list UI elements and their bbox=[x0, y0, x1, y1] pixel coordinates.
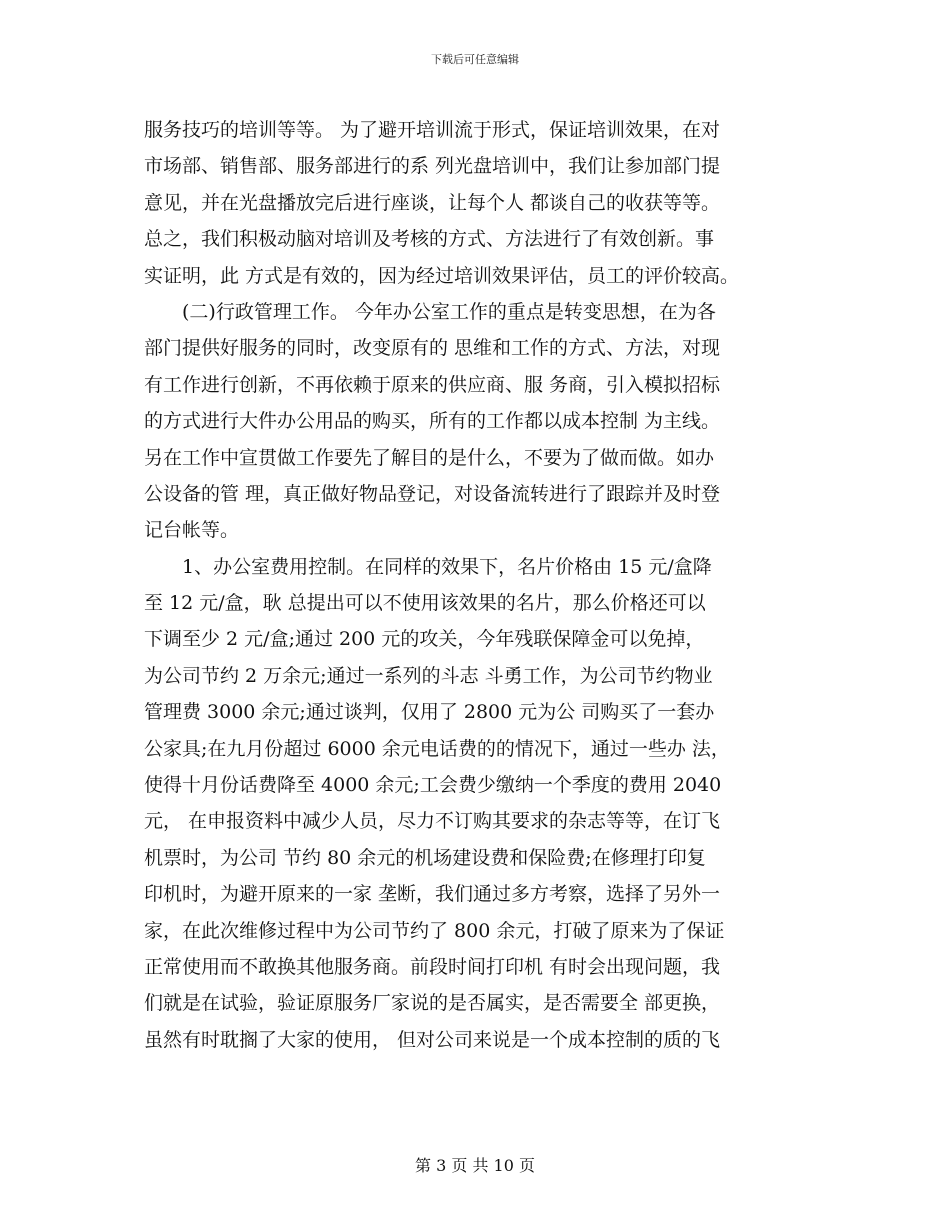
body-line: 管理费 3000 余元;通过谈判，仅用了 2800 元为公 司购买了一套办 bbox=[144, 701, 715, 724]
body-line: (二)行政管理工作。 今年办公室工作的重点是转变思想，在为各 bbox=[144, 300, 716, 323]
body-line: 公家具;在九月份超过 6000 余元电话费的的情况下，通过一些办 法， bbox=[144, 737, 730, 760]
body-line: 使得十月份话费降至 4000 余元;工会费少缴纳一个季度的费用 2040 bbox=[144, 774, 722, 797]
page-number-footer: 第 3 页 共 10 页 bbox=[415, 1156, 535, 1175]
body-line: 元， 在申报资料中减少人员，尽力不订购其要求的杂志等等，在订飞 bbox=[144, 810, 721, 833]
body-line: 虽然有时耽搁了大家的使用， 但对公司来说是一个成本控制的质的飞 bbox=[144, 1028, 721, 1051]
body-line: 部门提供好服务的同时，改变原有的 思维和工作的方式、方法，对现 bbox=[144, 337, 721, 360]
body-line: 们就是在试验，验证原服务厂家说的是否属实，是否需要全 部更换， bbox=[144, 992, 721, 1015]
body-line: 正常使用而不敢换其他服务商。前段时间打印机 有时会出现问题，我 bbox=[144, 955, 721, 978]
body-line: 意见，并在光盘播放完后进行座谈，让每个人 都谈自己的收获等等。 bbox=[144, 191, 721, 214]
body-line: 另在工作中宣贯做工作要先了解目的是什么，不要为了做而做。如办 bbox=[144, 446, 715, 469]
body-line: 服务技巧的培训等等。 为了避开培训流于形式，保证培训效果，在对 bbox=[144, 119, 721, 141]
body-line: 市场部、销售部、服务部进行的系 列光盘培训中，我们让参加部门提 bbox=[144, 155, 721, 178]
body-line: 有工作进行创新，不再依赖于原来的供应商、服 务商，引入模拟招标 bbox=[144, 373, 721, 396]
body-line: 的方式进行大件办公用品的购买，所有的工作都以成本控制 为主线。 bbox=[144, 410, 721, 433]
document-body bbox=[144, 112, 814, 1058]
body-line: 记台帐等。 bbox=[144, 519, 240, 542]
body-line: 为公司节约 2 万余元;通过一系列的斗志 斗勇工作，为公司节约物业 bbox=[144, 664, 713, 687]
body-line: 1、办公室费用控制。在同样的效果下，名片价格由 15 元/盒降 bbox=[144, 555, 712, 578]
body-line: 公设备的管 理，真正做好物品登记，对设备流转进行了跟踪并及时登 bbox=[144, 482, 721, 505]
body-line: 下调至少 2 元/盒;通过 200 元的攻关，今年残联保障金可以免掉， bbox=[144, 628, 705, 651]
body-line: 总之，我们积极动脑对培训及考核的方式、方法进行了有效创新。事 bbox=[144, 228, 715, 251]
body-line: 印机时，为避开原来的一家 垄断，我们通过多方考察，选择了另外一 bbox=[144, 883, 721, 906]
body-line: 家，在此次维修过程中为公司节约了 800 余元，打破了原来为了保证 bbox=[144, 919, 725, 942]
body-line: 机票时，为公司 节约 80 余元的机场建设费和保险费;在修理打印复 bbox=[144, 846, 706, 869]
page-header: 下载后可任意编辑 bbox=[431, 53, 519, 66]
body-line: 实证明，此 方式是有效的，因为经过培训效果评估，员工的评价较高。 bbox=[144, 264, 740, 287]
body-line: 至 12 元/盒，耿 总提出可以不使用该效果的名片，那么价格还可以 bbox=[144, 592, 706, 615]
